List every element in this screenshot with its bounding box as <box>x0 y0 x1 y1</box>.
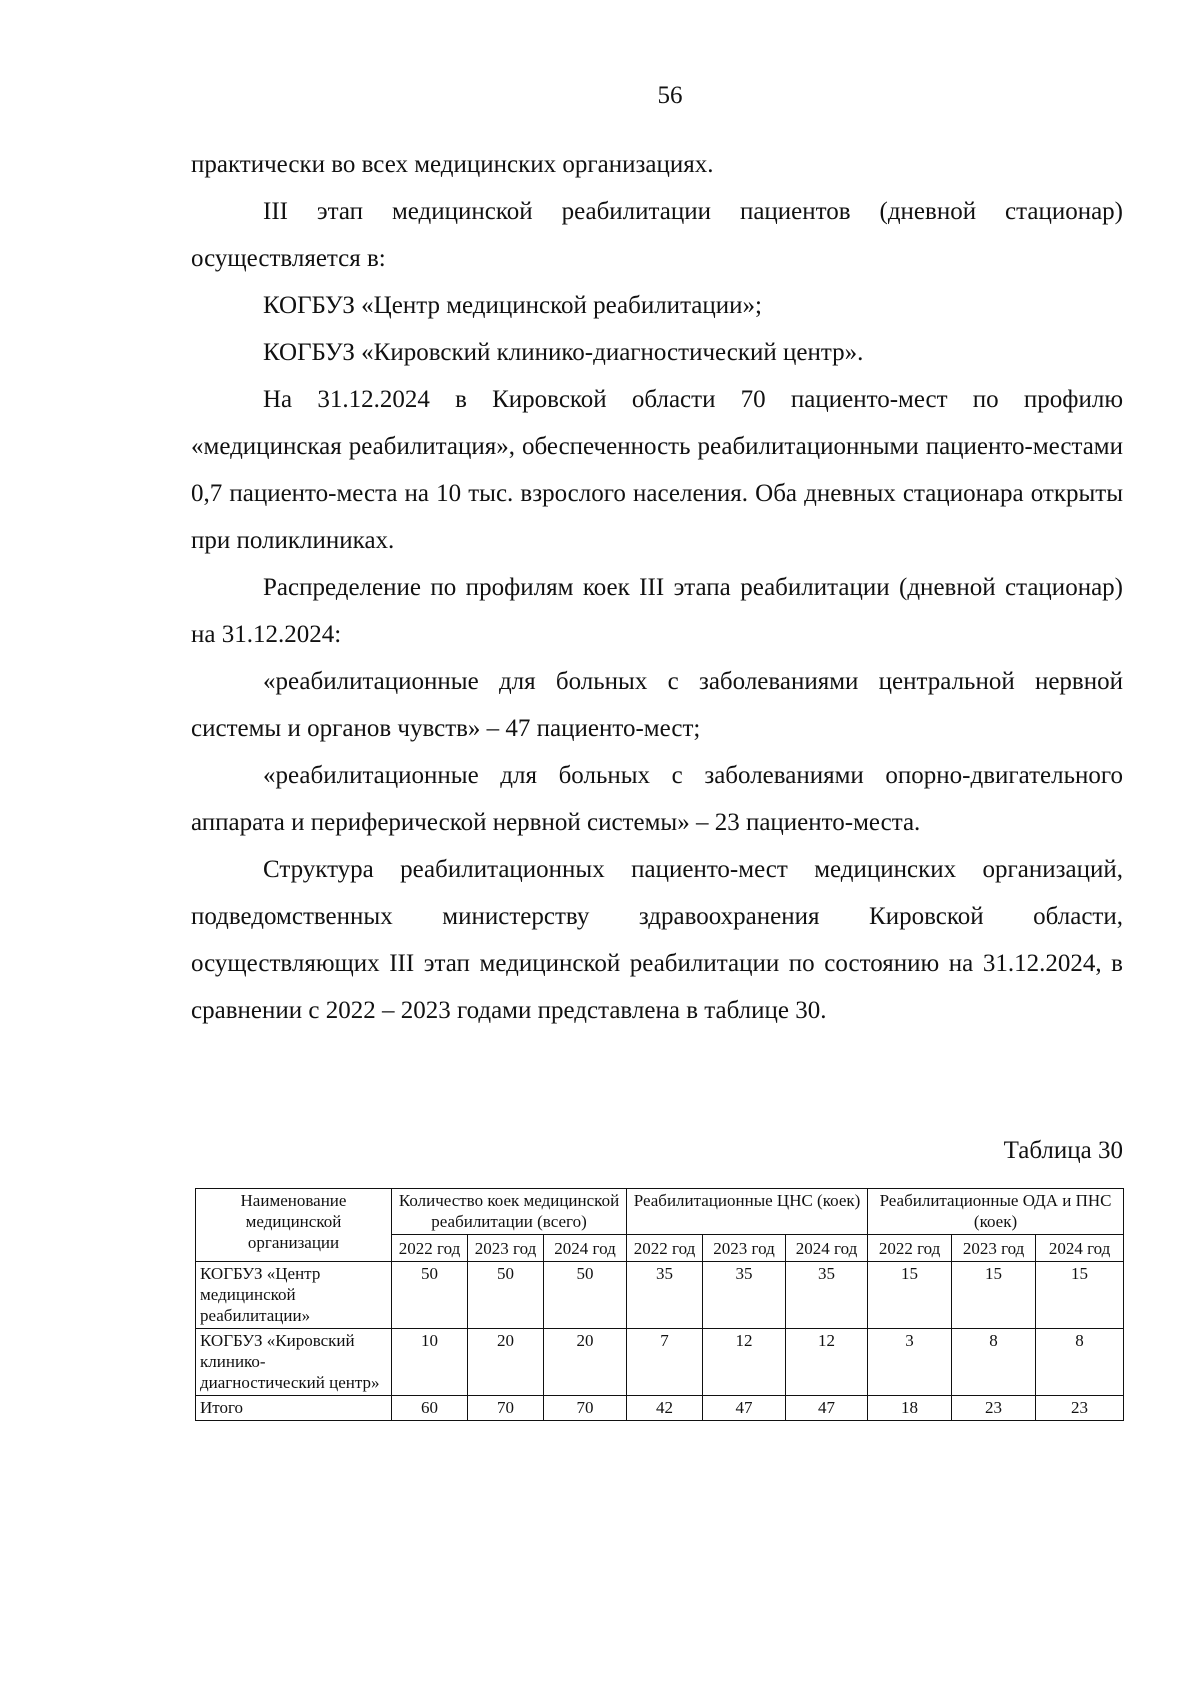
table-row <box>196 1262 1124 1329</box>
cell-value: 35 <box>786 1262 868 1329</box>
table-row-total <box>196 1396 1124 1421</box>
cell-value: 15 <box>1036 1262 1124 1329</box>
header-year: 2022 год <box>392 1235 468 1262</box>
paragraph: КОГБУЗ «Кировский клинико-диагностический центр». <box>263 339 864 366</box>
table-row <box>196 1329 1124 1396</box>
cell-value: 18 <box>868 1396 952 1421</box>
paragraph: На 31.12.2024 в Кировской области 70 пациенто-мест по профилю «медицинская реабилитация», обеспеченность реабилитационными пациенто-местами 0,7 пациенто-места на 10 тыс. взрослого населения. Оба дневных стационара открыты при поликлиниках. <box>191 386 1123 554</box>
cell-value: 12 <box>786 1329 868 1396</box>
cell-value: 15 <box>868 1262 952 1329</box>
paragraph: «реабилитационные для больных с заболеваниями опорно-двигательного аппарата и периферической нервной системы» – 23 пациенто-места. <box>191 762 1123 836</box>
cell-value: 10 <box>392 1329 468 1396</box>
cell-value: 8 <box>952 1329 1036 1396</box>
paragraph: «реабилитационные для больных с заболеваниями центральной нервной системы и органов чувств» – 47 пациенто-мест; <box>191 668 1123 742</box>
cell-value: 47 <box>786 1396 868 1421</box>
header-cns: Реабилитационные ЦНС (коек) <box>627 1189 868 1235</box>
paragraph: III этап медицинской реабилитации пациентов (дневной стационар) осуществляется в: <box>191 198 1123 272</box>
cell-value: 42 <box>627 1396 703 1421</box>
header-org: Наименование медицинской организации <box>196 1189 392 1262</box>
paragraph: КОГБУЗ «Центр медицинской реабилитации»; <box>263 292 762 319</box>
header-year: 2024 год <box>544 1235 627 1262</box>
header-total: Количество коек медицинской реабилитации (всего) <box>392 1189 627 1235</box>
cell-value: 23 <box>952 1396 1036 1421</box>
header-year: 2022 год <box>868 1235 952 1262</box>
body-text <box>191 141 1123 1034</box>
cell-value: 50 <box>392 1262 468 1329</box>
cell-value: 20 <box>544 1329 627 1396</box>
cell-value: 8 <box>1036 1329 1124 1396</box>
header-year: 2023 год <box>952 1235 1036 1262</box>
header-year: 2022 год <box>627 1235 703 1262</box>
page-number: 56 <box>657 82 683 109</box>
cell-value: 50 <box>544 1262 627 1329</box>
cell-value: 47 <box>703 1396 786 1421</box>
paragraph: Структура реабилитационных пациенто-мест медицинских организаций, подведомственных министерству здравоохранения Кировской области, осуществляющих III этап медицинской реабилитации по состоянию на 31.12.2024, в сравнении с 2022 – 2023 годами представлена в таблице 30. <box>191 856 1123 1024</box>
cell-value: 50 <box>468 1262 544 1329</box>
table-30 <box>195 1188 1124 1421</box>
header-oda: Реабилитационные ОДА и ПНС (коек) <box>868 1189 1124 1235</box>
cell-value: 12 <box>703 1329 786 1396</box>
cell-value: 23 <box>1036 1396 1124 1421</box>
paragraph: практически во всех медицинских организациях. <box>191 151 714 178</box>
cell-value: 15 <box>952 1262 1036 1329</box>
cell-value: 3 <box>868 1329 952 1396</box>
header-year: 2024 год <box>1036 1235 1124 1262</box>
header-year: 2024 год <box>786 1235 868 1262</box>
cell-value: 20 <box>468 1329 544 1396</box>
paragraph: Распределение по профилям коек III этапа реабилитации (дневной стационар) на 31.12.2024: <box>191 574 1123 648</box>
row-name: КОГБУЗ «Центр медицинской реабилитации» <box>196 1262 392 1329</box>
table-caption: Таблица 30 <box>1003 1137 1123 1164</box>
cell-value: 70 <box>468 1396 544 1421</box>
row-name: Итого <box>196 1396 392 1421</box>
cell-value: 7 <box>627 1329 703 1396</box>
cell-value: 35 <box>703 1262 786 1329</box>
header-year: 2023 год <box>468 1235 544 1262</box>
cell-value: 70 <box>544 1396 627 1421</box>
cell-value: 35 <box>627 1262 703 1329</box>
cell-value: 60 <box>392 1396 468 1421</box>
row-name: КОГБУЗ «Кировский клинико-диагностический центр» <box>196 1329 392 1396</box>
header-year: 2023 год <box>703 1235 786 1262</box>
